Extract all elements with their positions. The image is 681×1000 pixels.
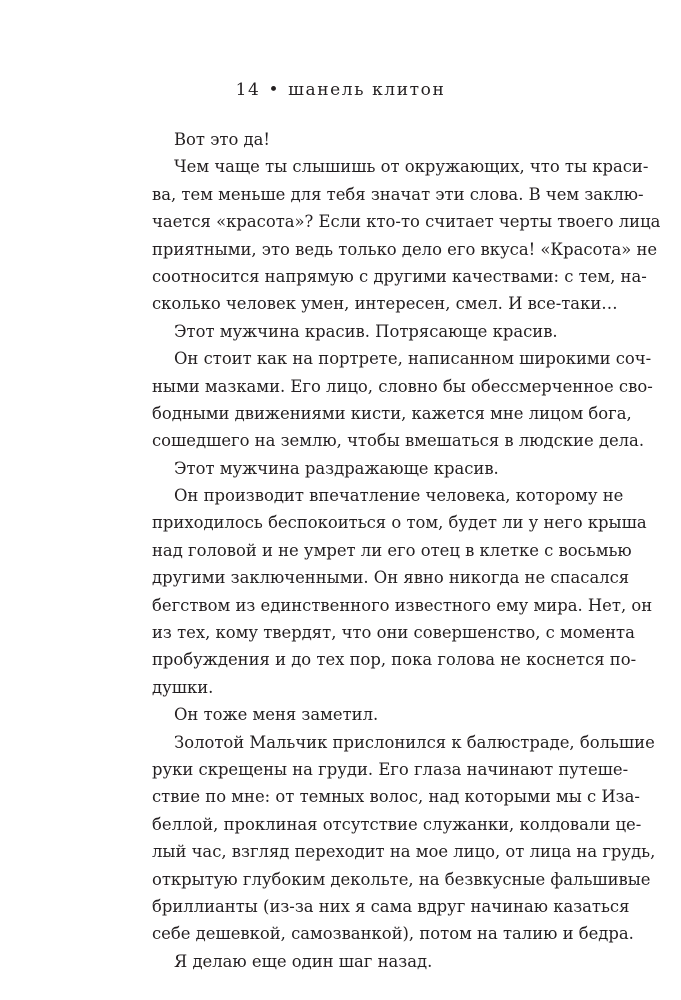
text-line: Этот мужчина красив. Потрясающе красив. <box>174 321 558 341</box>
text-line: ствие по мне: от темных волос, над которыми мы с Иза- <box>152 787 640 807</box>
text-line: ва, тем меньше для тебя значат эти слова. В чем заклю- <box>152 184 644 204</box>
text-line: бегством из единственного известного ему мира. Нет, он <box>152 595 653 615</box>
text-line: из тех, кому твердят, что они совершенство, с момента <box>152 623 635 643</box>
header-separator: • <box>268 80 281 100</box>
text-line: приходилось беспокоиться о том, будет ли у него крыша <box>152 513 647 533</box>
page-number: 14 <box>235 80 261 100</box>
body-text <box>152 126 661 975</box>
text-line: сошедшего на землю, чтобы вмешаться в людские дела. <box>152 431 645 451</box>
text-line: соотносится напрямую с другими качествами: с тем, на- <box>152 266 647 286</box>
text-line: над головой и не умрет ли его отец в клетке с восьмью <box>152 540 632 560</box>
text-line: Чем чаще ты слышишь от окружающих, что ты краси- <box>174 157 649 177</box>
author-name: шанель клитон <box>288 80 446 100</box>
text-line: приятными, это ведь только дело его вкуса! «Красота» не <box>152 239 658 259</box>
text-line: другими заключенными. Он явно никогда не спасался <box>152 568 630 588</box>
text-line: Вот это да! <box>174 130 270 149</box>
text-line: открытую глубоким декольте, на безвкусные фальшивые <box>152 869 651 889</box>
text-line: пробуждения и до тех пор, пока голова не коснется по- <box>152 650 637 670</box>
text-line: Золотой Мальчик прислонился к балюстраде, большие <box>174 732 655 752</box>
running-head <box>0 78 681 102</box>
text-line: чается «красота»? Если кто-то считает черты твоего лица <box>152 212 661 232</box>
text-line: Он стоит как на портрете, написанном широкими соч- <box>174 349 652 369</box>
text-line: душки. <box>152 677 214 697</box>
text-line: бодными движениями кисти, кажется мне лицом бога, <box>152 403 632 423</box>
text-line: Он тоже меня заметил. <box>174 705 379 725</box>
text-line: ными мазками. Его лицо, словно бы обессмерченное сво- <box>152 376 653 396</box>
text-line: Я делаю еще один шаг назад. <box>174 951 433 971</box>
text-line: руки скрещены на груди. Его глаза начинают путеше- <box>152 759 629 779</box>
text-line: сколько человек умен, интересен, смел. И все-таки… <box>152 294 618 314</box>
text-line: бриллианты (из-за них я сама вдруг начинаю казаться <box>152 896 630 916</box>
text-line: беллой, проклиная отсутствие служанки, колдовали це- <box>152 814 642 834</box>
text-line: Этот мужчина раздражающе красив. <box>174 458 499 478</box>
text-line: Он производит впечатление человека, которому не <box>174 486 624 506</box>
text-line: лый час, взгляд переходит на мое лицо, от лица на грудь, <box>152 842 656 862</box>
text-line: себе дешевкой, самозванкой), потом на талию и бедра. <box>152 924 634 944</box>
